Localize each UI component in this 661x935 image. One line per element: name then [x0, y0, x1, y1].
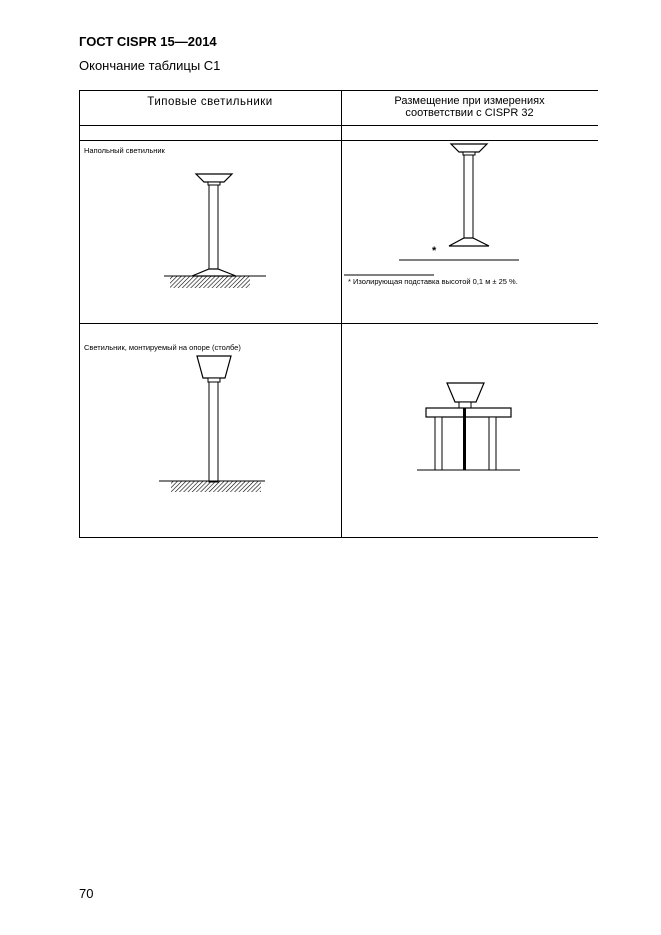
footnote-separator — [344, 274, 439, 276]
footnote-insulating-support: * Изолирующая подставка высотой 0,1 м ± 25 %. — [348, 277, 518, 286]
header-divider — [79, 125, 598, 126]
table-left-border — [79, 90, 80, 538]
footnote-marker: * — [432, 245, 437, 257]
page-number: 70 — [79, 886, 94, 901]
measurement-table — [79, 90, 598, 538]
table-caption: Окончание таблицы С1 — [79, 58, 221, 73]
table-top-border — [79, 90, 598, 91]
row-divider — [79, 323, 598, 324]
column-header-luminaires: Типовые светильники — [147, 96, 273, 108]
table-bottom-border — [79, 537, 598, 538]
floor-lamp-figure — [164, 170, 269, 295]
row-label-floor-lamp: Напольный светильник — [84, 146, 165, 155]
subheader-divider — [79, 140, 598, 141]
column-header-placement-line2: соответствии с CISPR 32 — [405, 107, 534, 119]
column-divider — [341, 90, 342, 538]
pole-lamp-figure — [159, 355, 269, 495]
floor-lamp-placement-figure — [399, 142, 549, 262]
column-header-placement-line1: Размещение при измерениях — [394, 95, 545, 107]
pole-lamp-placement-figure — [414, 380, 524, 485]
column-header-placement — [341, 95, 598, 119]
document-header: ГОСТ CISPR 15—2014 — [79, 34, 217, 49]
row-label-pole-lamp: Светильник, монтируемый на опоре (столбе) — [84, 343, 241, 352]
